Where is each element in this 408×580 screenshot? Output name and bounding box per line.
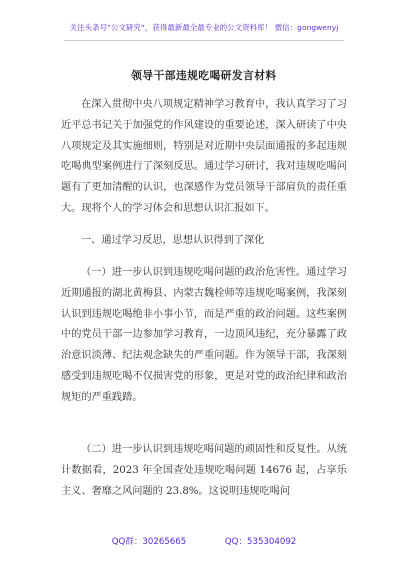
footer-qq-group: QQ群：30265665 xyxy=(111,537,187,547)
document-title: 领导干部违规吃喝研发言材料 xyxy=(131,70,277,82)
footer-qq: QQ：535304092 xyxy=(224,537,297,547)
paragraph-point-2 xyxy=(61,440,347,502)
paragraph-intro xyxy=(61,95,347,220)
header-banner: 关注头条号“公文研究”，获得最新最全最专业的公文资料库！ 微信：gongwenyj xyxy=(69,23,339,32)
section-heading-1 xyxy=(61,231,347,252)
paragraph-point-1-text: （一）进一步认识到违规吃喝问题的政治危害性。通过学习近期通报的湖北黄梅县、内蒙古魏栓师等违规吃喝案例，我深刻认识到违规吃喝绝非小事小节，而是严重的政治问题。这些案例中的党员干部一边参加学习教育，一边顶风违纪，充分暴露了政治意识淡薄、纪法观念缺失的严重问题。作为领导干部，我深刻感受到违规吃喝不仅损害党的形象，更是对党的政治纪律和政治规矩的严重践踏。 xyxy=(61,267,347,403)
paragraph-point-2-text: （二）进一步认识到违规吃喝问题的顽固性和反复性。从统计数据看，2023 年全国查处违规吃喝问题 14676 起，占享乐主义、奢靡之风问题的 23.8%。这说明违规吃喝问 xyxy=(61,444,347,497)
paragraph-intro-text: 在深入贯彻中央八项规定精神学习教育中，我认真学习了习近平总书记关于加强党的作风建设的重要论述，深入研读了中央八项规定及其实施细则，特别是对近期中央层面通报的多起违规吃喝典型案例进行了深刻反思。通过学习研讨，我对违规吃喝问题有了更加清醒的认识，也深感作为党员领导干部肩负的责任重大。现将个人的学习体会和思想认识汇报如下。 xyxy=(61,99,347,214)
section-heading-1-text: 一、通过学习反思，思想认识得到了深化 xyxy=(81,235,265,246)
paragraph-point-1 xyxy=(61,263,347,409)
header-divider xyxy=(64,40,344,41)
footer-contacts xyxy=(0,535,408,547)
